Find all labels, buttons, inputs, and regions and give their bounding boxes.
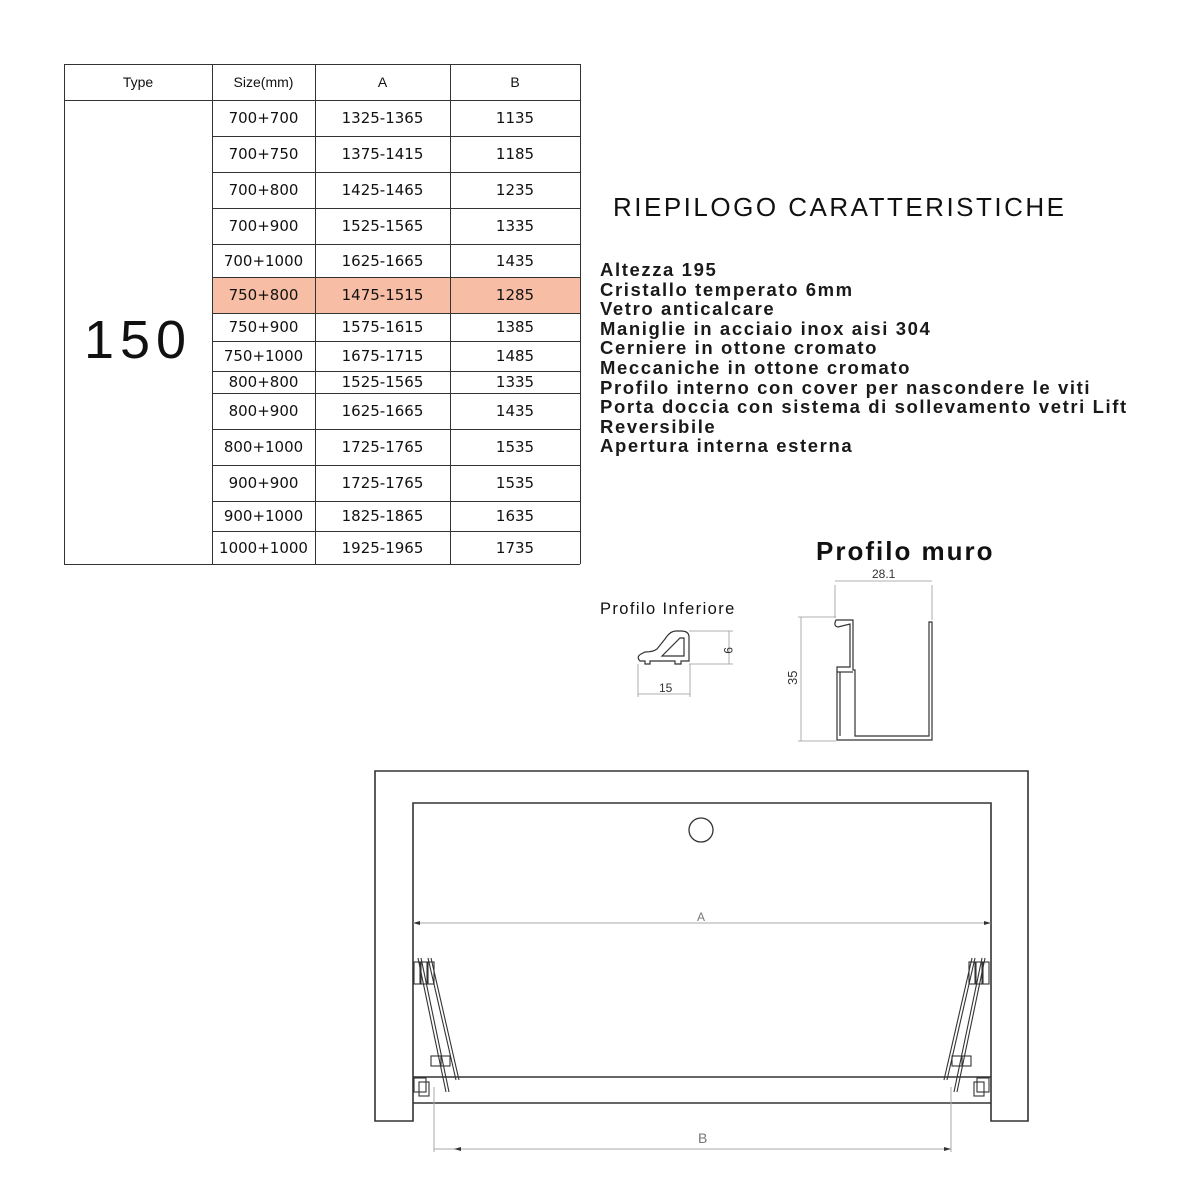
- spec-item: Meccaniche in ottone cromato: [600, 356, 912, 378]
- table-cell-b: 1185: [495, 145, 535, 163]
- table-cell-a: 1475-1515: [341, 286, 424, 304]
- lower-profile-shape: [638, 631, 733, 697]
- table-header-b: B: [510, 74, 520, 90]
- table-cell-size: 750+800: [228, 286, 299, 304]
- table-cell-size: 750+1000: [223, 347, 304, 365]
- spec-item: Apertura interna esterna: [600, 435, 854, 457]
- wall-profile-width-dim: 28.1: [872, 567, 896, 581]
- table-cell-a: 1725-1765: [341, 474, 424, 492]
- spec-item: Reversibile: [600, 415, 717, 437]
- right-door-panel: [944, 958, 989, 1096]
- spec-item: Porta doccia con sistema di sollevamento vetri Lift: [600, 396, 1128, 418]
- table-cell-size: 900+900: [228, 474, 299, 492]
- table-cell-size: 700+700: [228, 109, 299, 127]
- table-cell-a: 1925-1965: [341, 538, 424, 557]
- table-cell-a: 1325-1365: [341, 109, 424, 127]
- table-cell-b: 1435: [495, 402, 535, 420]
- table-cell-b: 1385: [495, 318, 535, 336]
- table-cell-size: 700+800: [228, 181, 299, 199]
- spec-item: Vetro anticalcare: [600, 298, 776, 320]
- wall-profile-height-dim: 35: [785, 670, 800, 685]
- table-cell-a: 1675-1715: [341, 347, 424, 365]
- table-cell-size: 700+1000: [223, 251, 304, 270]
- table-cell-size: 700+750: [228, 145, 299, 163]
- table-cell-b: 1435: [495, 251, 535, 270]
- table-cell-b: 1335: [495, 373, 535, 391]
- spec-item: Cristallo temperato 6mm: [600, 278, 854, 300]
- left-door-panel: [414, 958, 459, 1096]
- table-cell-a: 1525-1565: [341, 217, 424, 235]
- lower-profile-width-dim: 15: [659, 681, 673, 695]
- table-cell-a: 1825-1865: [341, 507, 424, 525]
- table-cell-b: 1485: [495, 347, 535, 365]
- wall-profile-title: Profilo muro: [816, 536, 995, 566]
- table-cell-b: 1635: [495, 507, 535, 525]
- table-cell-b: 1535: [495, 438, 535, 456]
- table-cell-b: 1535: [495, 474, 535, 492]
- table-header-size: Size(mm): [233, 74, 294, 90]
- table-cell-a: 1625-1665: [341, 402, 424, 420]
- table-header-type: Type: [122, 74, 154, 90]
- specs-title: RIEPILOGO CARATTERISTICHE: [613, 192, 1067, 222]
- spec-item: Maniglie in acciaio inox aisi 304: [600, 317, 932, 339]
- table-cell-a: 1575-1615: [341, 318, 424, 336]
- table-cell-a: 1625-1665: [341, 251, 424, 270]
- table-cell-a: 1375-1415: [341, 145, 424, 163]
- dimension-a-label: A: [697, 910, 706, 924]
- table-cell-a: 1525-1565: [341, 373, 424, 391]
- type-value: 150: [83, 310, 193, 370]
- spec-item: Profilo interno con cover per nascondere le viti: [600, 376, 1092, 398]
- shower-plan-view: [375, 771, 1028, 1121]
- wall-profile-shape: [835, 620, 932, 740]
- table-cell-size: 800+1000: [223, 438, 304, 456]
- lower-profile-height-dim: 9: [721, 647, 735, 654]
- table-header-a: A: [377, 74, 388, 90]
- table-cell-size: 900+1000: [223, 507, 304, 525]
- table-cell-size: 1000+1000: [219, 538, 308, 557]
- table-cell-b: 1235: [495, 181, 535, 199]
- spec-item: Cerniere in ottone cromato: [600, 337, 879, 359]
- table-cell-b: 1285: [495, 286, 535, 304]
- drain-icon: [689, 818, 713, 842]
- table-cell-size: 800+900: [228, 402, 299, 420]
- table-cell-b: 1735: [495, 538, 535, 557]
- table-cell-size: 700+900: [228, 217, 299, 235]
- lower-profile-title: Profilo Inferiore: [600, 600, 736, 618]
- table-cell-a: 1725-1765: [341, 438, 424, 456]
- spec-item: Altezza 195: [600, 259, 718, 280]
- table-cell-b: 1135: [495, 109, 535, 127]
- table-cell-size: 750+900: [228, 318, 299, 336]
- table-cell-b: 1335: [495, 217, 535, 235]
- table-cell-a: 1425-1465: [341, 181, 424, 199]
- table-cell-size: 800+800: [228, 373, 299, 391]
- dimension-b-label: B: [698, 1130, 708, 1146]
